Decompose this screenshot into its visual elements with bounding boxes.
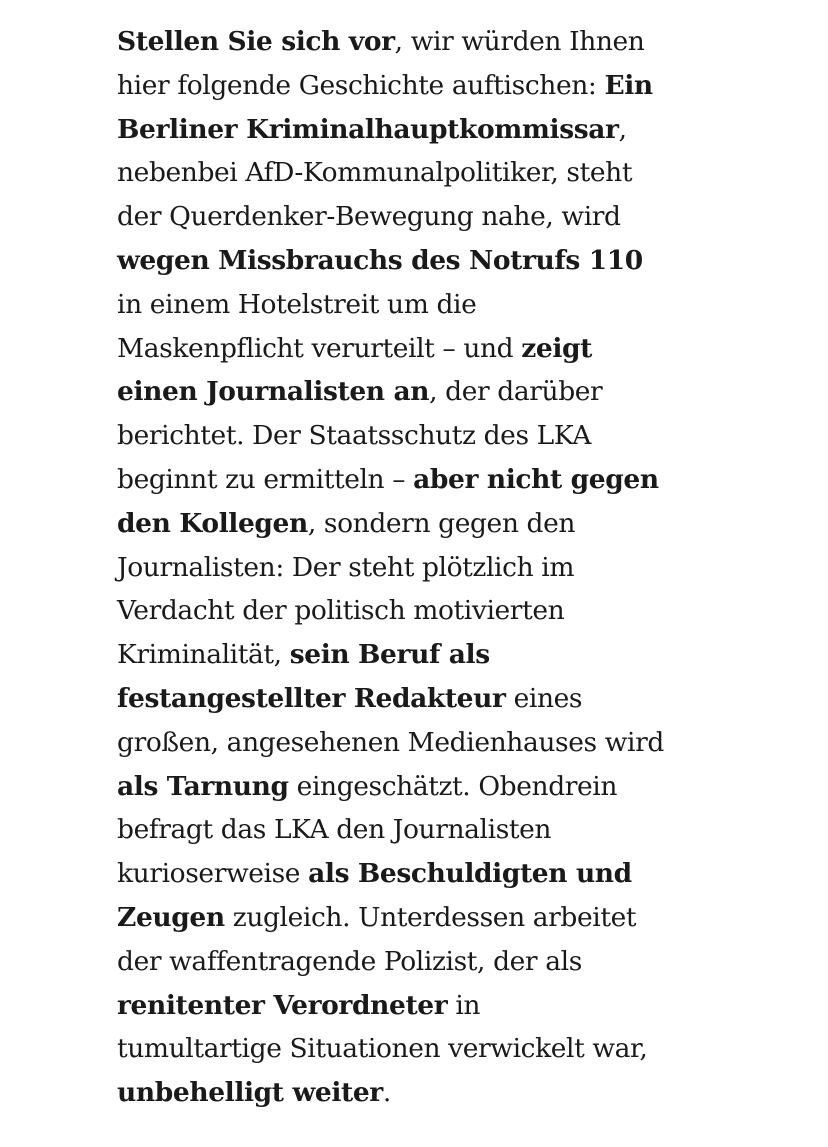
text-line: [117, 984, 757, 1028]
text-line: [117, 108, 757, 152]
text-line: [117, 633, 757, 677]
text-line: [117, 896, 757, 940]
text-line: [117, 589, 757, 633]
text-line: [117, 1027, 757, 1071]
body-text: beginnt zu ermitteln –: [117, 463, 414, 495]
text-line: [117, 370, 757, 414]
body-text: Kriminalität,: [117, 639, 290, 671]
body-text: berichtet. Der Staatsschutz des LKA: [117, 420, 591, 452]
text-line: [117, 852, 757, 896]
text-line: [117, 414, 757, 458]
body-text: großen, angesehenen Medienhauses wird: [117, 726, 664, 758]
body-text: ,: [618, 113, 627, 145]
text-line: [117, 20, 757, 64]
body-text: zugleich. Unterdessen arbeitet: [224, 901, 637, 933]
body-text: tumultartige Situationen verwickelt war,: [117, 1033, 648, 1065]
body-text: , wir würden Ihnen: [394, 26, 645, 57]
text-line: [117, 1071, 757, 1115]
text-line: [117, 808, 757, 852]
body-text: hier folgende Geschichte auftischen:: [117, 69, 605, 101]
text-line: [117, 546, 757, 590]
bold-text: renitenter Verordneter: [117, 989, 448, 1021]
bold-text: als Beschuldigten und: [308, 858, 632, 890]
body-text: Journalisten: Der steht plötzlich im: [117, 551, 575, 583]
bold-text: zeigt: [521, 332, 593, 364]
body-text: , der darüber: [429, 376, 603, 408]
body-text: .: [382, 1077, 391, 1109]
body-text: eingeschätzt. Obendrein: [288, 770, 618, 802]
bold-text: den Kollegen: [117, 507, 308, 539]
body-text: kurioserweise: [117, 858, 309, 890]
bold-text: wegen Missbrauchs des Notrufs 110: [117, 244, 643, 276]
text-line: [117, 64, 757, 108]
bold-text: festangestellter Redakteur: [117, 682, 506, 714]
body-text: eines: [505, 682, 583, 714]
bold-text: Berliner Kriminalhauptkommissar: [117, 113, 619, 145]
body-text: der Querdenker-Bewegung nahe, wird: [117, 201, 621, 233]
text-line: [117, 940, 757, 984]
body-text: Verdacht der politisch motivierten: [117, 595, 565, 627]
bold-text: sein Beruf als: [289, 639, 490, 671]
text-line: [117, 765, 757, 809]
body-text: nebenbei AfD-Kommunalpolitiker, steht: [117, 157, 633, 189]
bold-text: Ein: [604, 69, 653, 101]
body-text: in: [447, 989, 481, 1021]
text-line: [117, 458, 757, 502]
text-line: [117, 151, 757, 195]
bold-text: Stellen Sie sich vor: [117, 26, 395, 57]
body-text: , sondern gegen den: [307, 507, 576, 539]
text-line: [117, 721, 757, 765]
text-line: [117, 327, 757, 371]
body-text: der waffentragende Polizist, der als: [117, 945, 582, 977]
text-line: [117, 239, 757, 283]
body-text: Maskenpflicht verurteilt – und: [117, 332, 522, 364]
bold-text: aber nicht gegen: [413, 463, 659, 495]
bold-text: als Tarnung: [117, 770, 289, 802]
text-line: [117, 195, 757, 239]
text-line: [117, 677, 757, 721]
bold-text: Zeugen: [117, 901, 225, 933]
body-text: in einem Hotelstreit um die: [117, 288, 477, 320]
bold-text: einen Journalisten an: [117, 376, 430, 408]
text-line: [117, 283, 757, 327]
text-line: [117, 502, 757, 546]
article-paragraph: [117, 20, 757, 1115]
body-text: befragt das LKA den Journalisten: [117, 814, 552, 846]
bold-text: unbehelligt weiter: [117, 1077, 383, 1109]
